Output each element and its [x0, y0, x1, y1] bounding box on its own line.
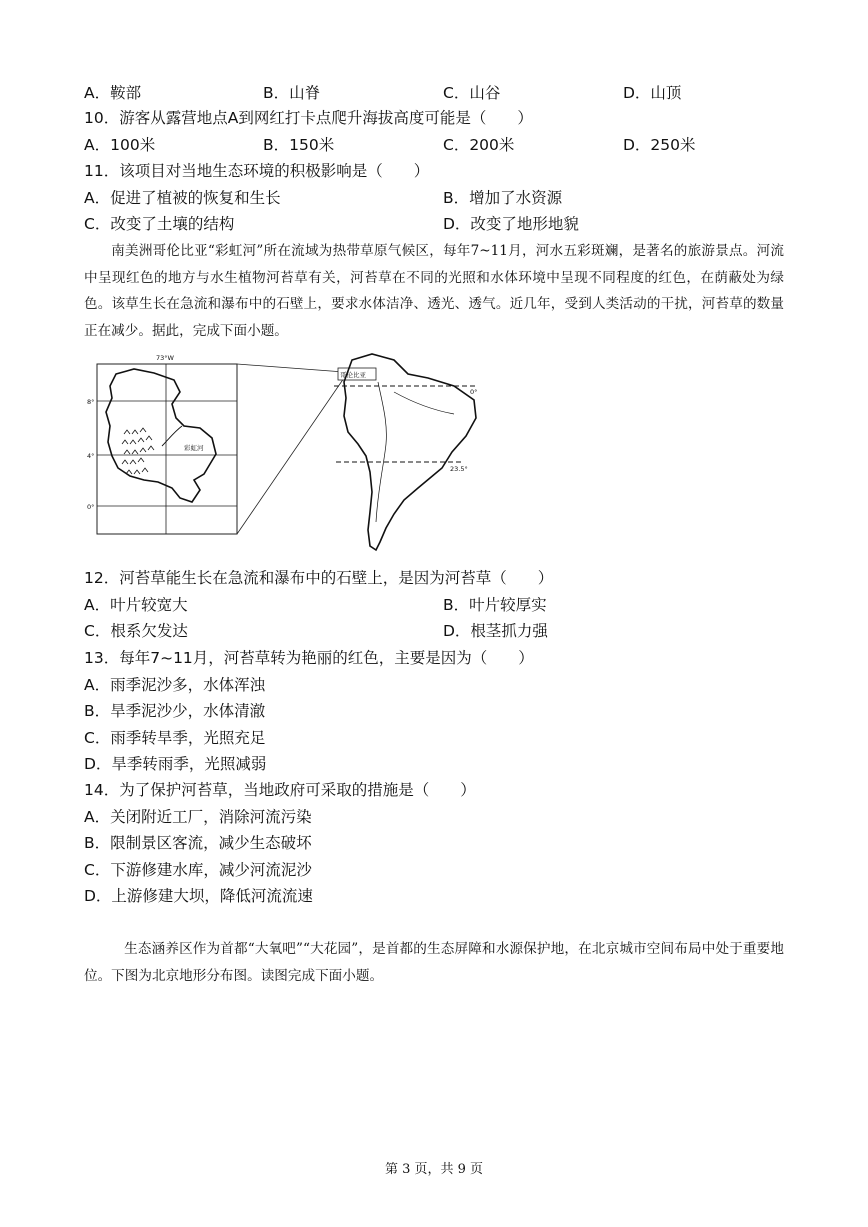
- q13-option-a: A．雨季泥沙多，水体浑浊: [84, 676, 266, 694]
- q12-stem: 12．河苔草能生长在急流和瀑布中的石壁上，是因为河苔草（ ）: [84, 569, 554, 587]
- q13-option-d: D．旱季转雨季，光照减弱: [84, 755, 267, 773]
- q10-option-b: B．150米: [263, 136, 335, 154]
- country-label: 哥伦比亚: [340, 371, 366, 379]
- q9-option-c: C．山谷: [443, 84, 501, 102]
- q9-option-a: A．鞍部: [84, 84, 142, 102]
- colombia-location-map: [82, 352, 482, 557]
- equator-label: 0°: [470, 388, 478, 396]
- q9-option-d: D．山顶: [623, 84, 682, 102]
- colombia-outline: [106, 369, 216, 502]
- q11-option-d: D．改变了地形地貌: [443, 215, 579, 233]
- page-footer: 第 3 页，共 9 页: [384, 1162, 484, 1177]
- mountain-symbols: [122, 428, 154, 474]
- connector-bottom: [237, 378, 344, 534]
- q10-stem: 10．游客从露营地点A到网红打卡点爬升海拔高度可能是（ ）: [84, 109, 533, 127]
- q11-option-b: B．增加了水资源: [443, 189, 563, 207]
- lon-label: 73°W: [156, 354, 174, 362]
- connector-top: [237, 364, 344, 372]
- q13-option-c: C．雨季转旱季，光照充足: [84, 729, 266, 747]
- q14-option-b: B．限制景区客流，减少生态破坏: [84, 834, 312, 852]
- rainbow-river-line: [162, 426, 182, 446]
- q13-stem: 13．每年7~11月，河苔草转为艳丽的红色，主要是因为（ ）: [84, 649, 534, 667]
- lat-label-4: 4°: [87, 452, 95, 460]
- q10-option-a: A．100米: [84, 136, 156, 154]
- q9-option-b: B．山脊: [263, 84, 321, 102]
- q12-option-b: B．叶片较厚实: [443, 596, 547, 614]
- q14-option-c: C．下游修建水库，减少河流泥沙: [84, 861, 312, 879]
- inset-frame: [97, 364, 237, 534]
- q10-option-d: D．250米: [623, 136, 696, 154]
- south-america-outline: [344, 354, 476, 550]
- south-america-inner-border: [376, 382, 386, 522]
- lat-label-8: 8°: [87, 398, 95, 406]
- q10-option-c: C．200米: [443, 136, 515, 154]
- passage-beijing-text: 生态涵养区作为首都“大氧吧”“大花园”，是首都的生态屏障和水源保护地，在北京城市空间布局中处于重要地位。下图为北京地形分布图。读图完成下面小题。: [84, 941, 784, 984]
- q11-option-c: C．改变了土壤的结构: [84, 215, 235, 233]
- q12-option-c: C．根系欠发达: [84, 622, 188, 640]
- south-america-inner-border-2: [394, 392, 454, 414]
- river-label: 彩虹河: [184, 444, 204, 452]
- lat-label-0: 0°: [87, 503, 95, 511]
- q14-option-d: D．上游修建大坝，降低河流流速: [84, 887, 313, 905]
- q11-stem: 11．该项目对当地生态环境的积极影响是（ ）: [84, 162, 430, 180]
- passage-colombia-text: 南美洲哥伦比亚“彩虹河”所在流域为热带草原气候区，每年7~11月，河水五彩斑斓，是著名的旅游景点。河流中呈现红色的地方与水生植物河苔草有关，河苔草在不同的光照和水体环境中呈现不同程度的红色，在荫蔽处为绿色。该草生长在急流和瀑布中的石壁上，要求水体洁净、透光、透气。近几年，受到人类活动的干扰，河苔草的数量正在减少。据此，完成下面小题。: [84, 243, 784, 339]
- q14-stem: 14．为了保护河苔草，当地政府可采取的措施是（ ）: [84, 781, 476, 799]
- passage-colombia: [84, 238, 784, 344]
- q11-option-a: A．促进了植被的恢复和生长: [84, 189, 281, 207]
- tropic-label: 23.5°: [450, 465, 468, 473]
- q13-option-b: B．旱季泥沙少，水体清澈: [84, 702, 266, 720]
- passage-beijing: [84, 936, 784, 989]
- q12-option-a: A．叶片较宽大: [84, 596, 188, 614]
- q14-option-a: A．关闭附近工厂，消除河流污染: [84, 808, 312, 826]
- q12-option-d: D．根茎抓力强: [443, 622, 548, 640]
